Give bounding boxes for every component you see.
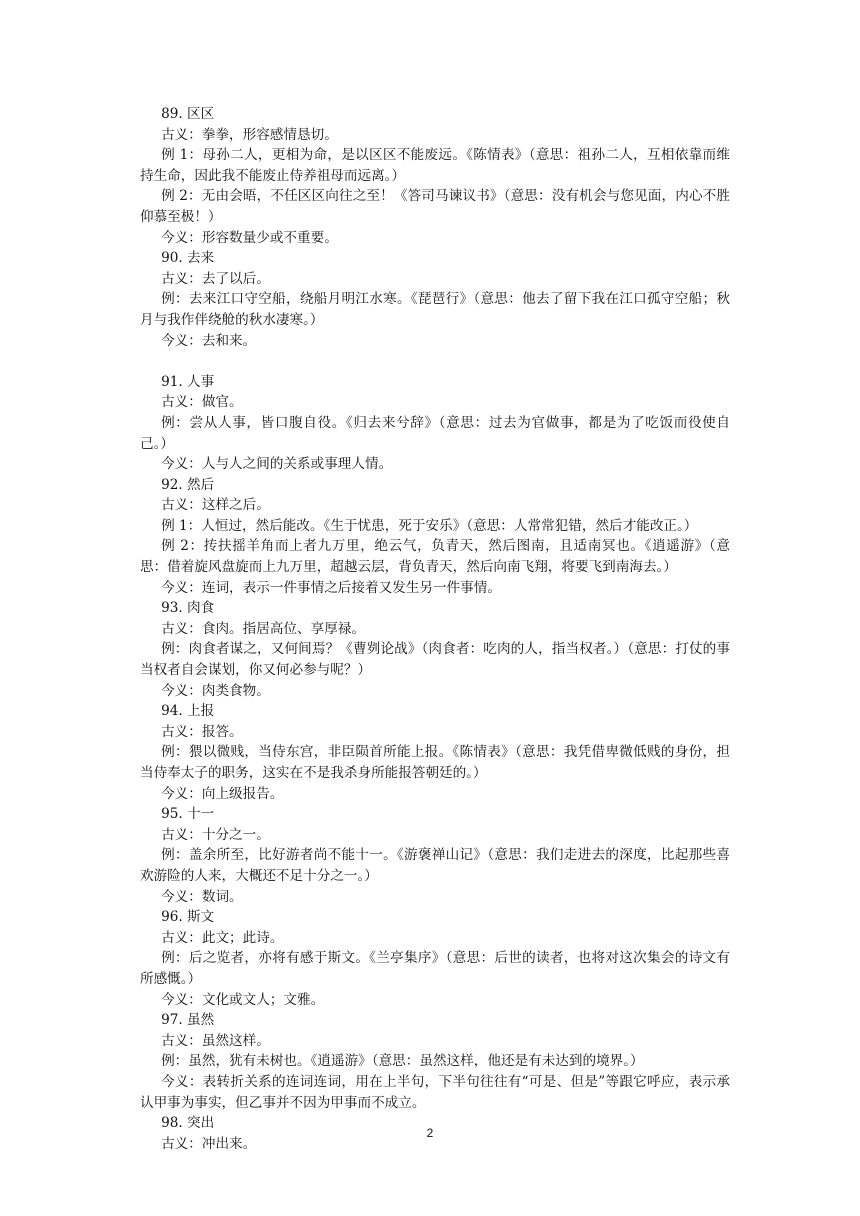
entry-paragraph: 例：盖余所至，比好游者尚不能十一。《游褒禅山记》（意思：我们走进去的深度，比起那些喜欢游险的人来，大概还不足十分之一。） xyxy=(140,847,730,884)
entry-paragraph: 例：去来江口守空船，绕船月明江水寒。《琵琶行》（意思：他去了留下我在江口孤守空船；秋月与我作伴绕舱的秋水凄寒。） xyxy=(140,291,730,328)
entry-paragraph: 例：虽然，犹有未树也。《逍遥游》（意思：虽然这样，他还是有未达到的境界。） xyxy=(161,1053,644,1070)
entry-paragraph: 今义：去和来。 xyxy=(161,332,257,349)
entry-paragraph: 今义：数词。 xyxy=(161,888,243,905)
blank-line xyxy=(140,351,730,372)
entry-paragraph: 今义：连词，表示一件事情之后接着又发生另一件事情。 xyxy=(161,579,501,596)
entry-heading: 92. 然后 xyxy=(161,476,215,493)
entry-paragraph: 古义：此文；此诗。 xyxy=(161,929,284,946)
entry-heading: 91. 人事 xyxy=(161,373,215,390)
document-body xyxy=(140,104,730,1154)
entry-paragraph: 例：后之览者，亦将有感于斯文。《兰亭集序》（意思：后世的读者，也将对这次集会的诗文有所感慨。） xyxy=(140,950,730,987)
entry-paragraph: 例 2：无由会晤，不任区区向往之至！《答司马谏议书》（意思：没有机会与您见面，内心不胜仰慕至极！） xyxy=(140,188,730,225)
entry-heading: 89. 区区 xyxy=(161,106,215,122)
entry-paragraph: 例 1：人恒过，然后能改。《生于忧患，死于安乐》（意思：人常常犯错，然后才能改正。） xyxy=(161,517,698,534)
entry-paragraph: 古义：报答。 xyxy=(161,723,243,740)
entry-paragraph: 古义：十分之一。 xyxy=(161,826,270,843)
entry-paragraph: 古义：拳拳，形容感情恳切。 xyxy=(161,126,338,143)
entry-paragraph: 今义：形容数量少或不重要。 xyxy=(161,229,338,246)
entry-heading: 90. 去来 xyxy=(161,250,215,267)
entry-paragraph: 例：尝从人事，皆口腹自役。《归去来兮辞》（意思：过去为官做事，都是为了吃饭而役使自己。） xyxy=(140,414,730,452)
entry-paragraph: 今义：表转折关系的连词连词，用在上半句，下半句往往有“可是、但是”等跟它呼应，表示承认甲事为事实，但乙事并不因为甲事而不成立。 xyxy=(140,1073,730,1111)
entry-paragraph: 例 2：抟扶摇羊角而上者九万里，绝云气，负青天，然后图南，且适南冥也。《逍遥游》（意思：借着旋风盘旋而上九万里，超越云层，背负青天，然后向南飞翔，将要飞到南海去。） xyxy=(140,538,730,576)
entry-heading: 97. 虽然 xyxy=(161,1012,215,1029)
entry-paragraph: 古义：做官。 xyxy=(161,394,243,411)
entry-heading: 93. 肉食 xyxy=(161,600,215,617)
entry-paragraph: 古义：这样之后。 xyxy=(161,497,270,514)
entry-paragraph: 古义：食肉。指居高位、享厚禄。 xyxy=(161,620,365,637)
entry-paragraph: 古义：虽然这样。 xyxy=(161,1032,270,1049)
entry-paragraph: 例：猥以微贱，当侍东宫，非臣陨首所能上报。《陈情表》（意思：我凭借卑微低贱的身份，担当侍奉太子的职务，这实在不是我杀身所能报答朝廷的。） xyxy=(140,744,730,781)
entry-paragraph: 例 1：母孙二人，更相为命，是以区区不能废远。《陈情表》（意思：祖孙二人，互相依靠而维持生命，因此我不能废止侍养祖母而远离。） xyxy=(140,147,730,184)
entry-heading: 98. 突出 xyxy=(161,1115,215,1132)
entry-paragraph: 今义：文化或文人；文雅。 xyxy=(161,991,325,1008)
entry-paragraph: 今义：向上级报告。 xyxy=(161,785,284,802)
entry-paragraph: 今义：人与人之间的关系或事理人情。 xyxy=(161,456,393,473)
entry-heading: 95. 十一 xyxy=(161,806,215,823)
entry-paragraph: 今义：肉类食物。 xyxy=(161,682,270,699)
entry-paragraph: 古义：去了以后。 xyxy=(161,270,270,287)
entry-heading: 96. 斯文 xyxy=(161,909,215,926)
entry-heading: 94. 上报 xyxy=(161,703,215,720)
entry-paragraph: 例：肉食者谋之，又何间焉？《曹刿论战》（肉食者：吃肉的人，指当权者。）（意思：打仗的事当权者自会谋划，你又何必参与呢？） xyxy=(140,641,730,679)
page-number: 2 xyxy=(426,1126,434,1140)
entry-paragraph: 古义：冲出来。 xyxy=(161,1135,257,1152)
